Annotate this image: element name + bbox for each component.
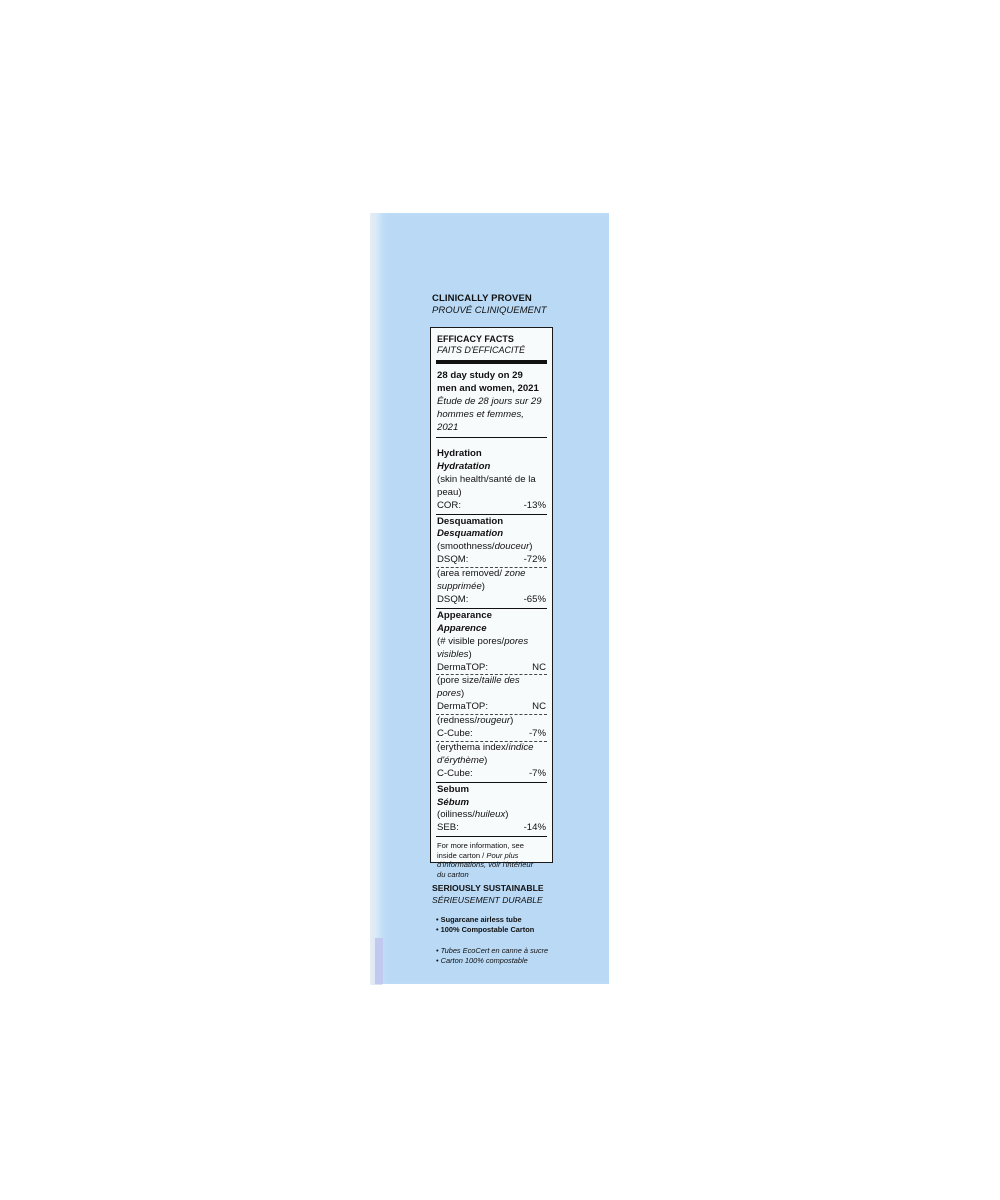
desquamation-desc-2: (area removed/ zone — [437, 568, 526, 580]
study-fr-line-1: Étude de 28 jours sur 29 — [437, 396, 542, 407]
sustainable-title-fr: SÉRIEUSEMENT DURABLE — [432, 895, 543, 905]
desquamation-desc-1: (smoothness/douceur) — [437, 541, 533, 553]
thick-divider — [436, 360, 547, 364]
metric-label: DermaTOP: — [437, 701, 488, 713]
bullet: • Tubes EcoCert en canne à sucre — [436, 946, 549, 955]
metric-label: C-Cube: — [437, 767, 473, 779]
sustainable-header — [432, 882, 544, 906]
sebum-name: Sebum — [437, 783, 469, 795]
sustainable-bullets-fr — [436, 946, 548, 966]
efficacy-facts-panel — [430, 327, 553, 880]
sebum-name-fr: Sébum — [437, 796, 469, 808]
study-line-1: 28 day study on 29 — [437, 370, 523, 381]
header-title: CLINICALLY PROVEN — [432, 293, 532, 304]
appearance-name: Appearance — [437, 609, 492, 621]
sebum-metric-row — [437, 822, 546, 835]
appearance-desc-4: (erythema index/indice — [437, 741, 534, 753]
sebum-section — [437, 784, 546, 836]
more-info-note: For more information, see inside carton / Pour plus d'informations, voir l'intérieur du carton — [437, 841, 534, 880]
carton-edge-tint — [375, 938, 383, 984]
clinically-proven-header — [432, 293, 547, 317]
metric-label: DSQM: — [437, 593, 469, 605]
sustainable-bullets-en — [436, 915, 534, 935]
appearance-metric-row-2 — [437, 701, 546, 714]
appearance-name-fr: Apparence — [437, 622, 487, 634]
metric-value: -7% — [528, 767, 546, 779]
bullet: • Sugarcane airless tube — [436, 915, 522, 924]
hydration-metric-row — [437, 500, 546, 513]
hydration-desc-2: peau) — [437, 486, 462, 498]
metric-value: NC — [532, 701, 546, 713]
study-line-2: men and women, 2021 — [437, 383, 539, 394]
hydration-name: Hydration — [437, 448, 482, 459]
metric-label: DSQM: — [437, 554, 469, 566]
metric-value: -14% — [523, 822, 546, 834]
desquamation-section — [437, 516, 546, 607]
divider — [436, 437, 547, 438]
appearance-desc-2: (pore size/taille des — [437, 675, 520, 687]
facts-title-fr: FAITS D'EFFICACITÉ — [437, 345, 526, 355]
appearance-desc-1: (# visible pores/pores — [437, 635, 529, 647]
metric-label: C-Cube: — [437, 728, 473, 740]
appearance-metric-row-1 — [437, 662, 546, 675]
appearance-desc-3: (redness/rougeur) — [437, 715, 514, 727]
appearance-desc-1b: visibles) — [437, 648, 472, 660]
desquamation-name-fr: Desquamation — [437, 528, 504, 540]
metric-value: -72% — [523, 554, 546, 566]
appearance-section — [437, 610, 546, 781]
desquamation-desc-2b: supprimée) — [437, 581, 485, 593]
metric-value: -13% — [523, 499, 546, 511]
desquamation-metric-row-1 — [437, 554, 546, 567]
appearance-metric-row-3 — [437, 728, 546, 741]
metric-label: COR: — [437, 499, 461, 511]
section-divider — [436, 514, 547, 515]
metric-label: DermaTOP: — [437, 661, 488, 673]
metric-value: -7% — [528, 728, 546, 740]
section-divider — [436, 608, 547, 609]
bullet: • Carton 100% compostable — [436, 956, 528, 965]
desquamation-name: Desquamation — [437, 515, 504, 527]
bullet: • 100% Compostable Carton — [436, 925, 535, 934]
header-title-fr: PROUVÉ CLINIQUEMENT — [432, 305, 547, 316]
appearance-desc-4b: d'érythème) — [437, 754, 488, 766]
metric-label: SEB: — [437, 822, 459, 834]
metric-value: -65% — [523, 593, 546, 605]
sebum-desc-1: (oiliness/huileux) — [437, 809, 509, 821]
hydration-name-fr: Hydratation — [437, 460, 491, 472]
desquamation-metric-row-2 — [437, 594, 546, 607]
study-fr-line-2: hommes et femmes, 2021 — [437, 409, 524, 433]
facts-title: EFFICACY FACTS — [437, 334, 514, 344]
appearance-metric-row-4 — [437, 768, 546, 781]
hydration-desc-1: (skin health/santé de la — [437, 473, 536, 485]
section-divider — [436, 836, 547, 837]
section-divider — [436, 782, 547, 783]
hydration-section — [437, 448, 546, 513]
sustainable-title: SERIOUSLY SUSTAINABLE — [432, 883, 544, 893]
metric-value: NC — [532, 661, 546, 673]
appearance-desc-2b: pores) — [437, 688, 465, 700]
